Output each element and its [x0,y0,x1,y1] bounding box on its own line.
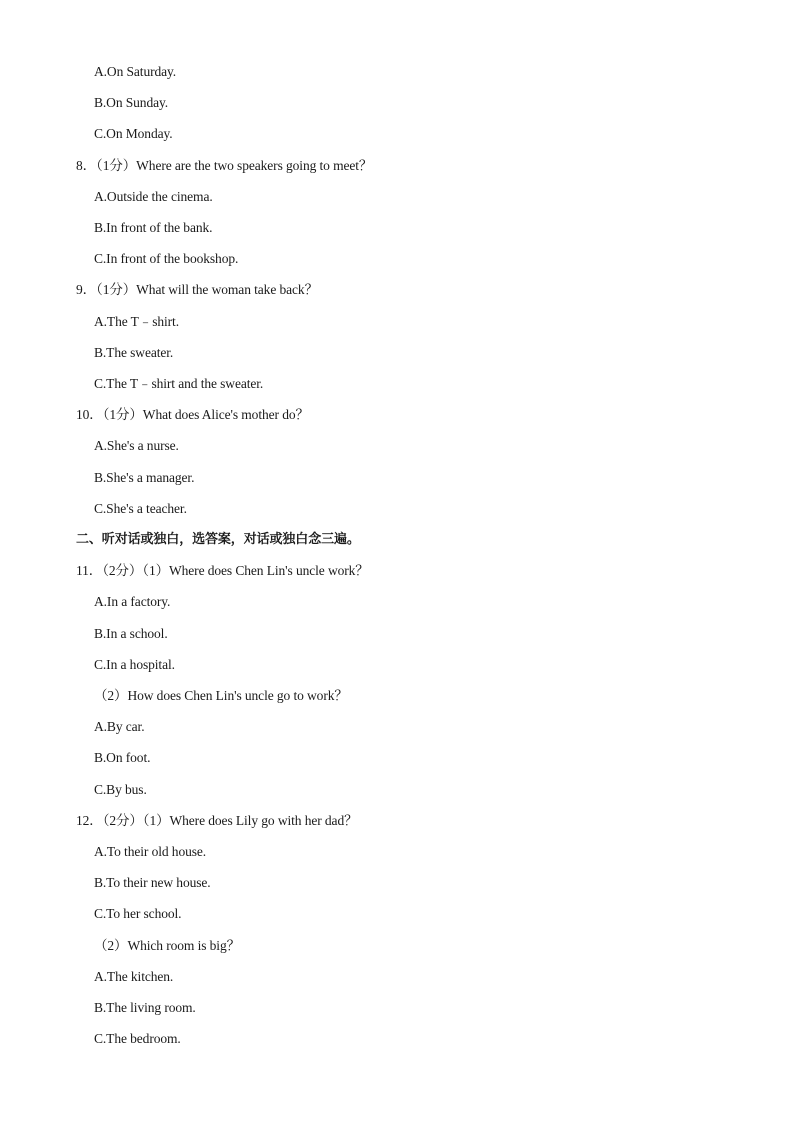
answer-option: B.The living room. [94,1000,196,1015]
question-stem: 12．（2分）（1）Where does Lily go with her dad？ [76,812,358,828]
answer-option: B.She's a manager. [94,469,195,485]
answer-option: A.To their old house. [94,844,207,859]
answer-option: C.In front of the bookshop. [94,251,239,267]
question-stem: 10．（1分）What does Alice's mother do？ [76,407,309,423]
answer-option: A.The kitchen. [94,968,174,984]
question-stem: 8．（1分）Where are the two speakers going to meet？ [76,157,373,173]
answer-option: A.On Saturday. [94,64,177,79]
answer-option: C.In a hospital. [94,656,175,672]
section-heading: 二、听对话或独白，选答案，对话或独白念三遍。 [76,532,360,547]
answer-option: A.The T﹣shirt. [94,313,179,329]
answer-option: C.The bedroom. [94,1031,181,1047]
answer-option: B.On foot. [94,750,151,766]
answer-option: A.She's a nurse. [94,438,179,454]
answer-option: B.In a school. [94,625,168,641]
answer-option: A.By car. [94,719,145,735]
answer-option: B.To their new house. [94,875,211,891]
answer-option: C.On Monday. [94,126,173,142]
answer-option: B.On Sunday. [94,95,169,111]
answer-option: C.To her school. [94,906,182,922]
answer-option: A.Outside the cinema. [94,188,213,204]
answer-option: C.She's a teacher. [94,500,187,516]
question-stem: 9．（1分）What will the woman take back？ [76,282,318,298]
answer-option: C.The T﹣shirt and the sweater. [94,376,264,391]
answer-option: C.By bus. [94,781,147,797]
sub-question: （2）Which room is big？ [94,937,241,953]
question-stem: 11．（2分）（1）Where does Chen Lin's uncle work？ [76,563,369,579]
sub-question: （2）How does Chen Lin's uncle go to work？ [94,688,348,703]
answer-option: B.In front of the bank. [94,220,213,235]
answer-option: B.The sweater. [94,344,174,360]
answer-option: A.In a factory. [94,594,171,610]
